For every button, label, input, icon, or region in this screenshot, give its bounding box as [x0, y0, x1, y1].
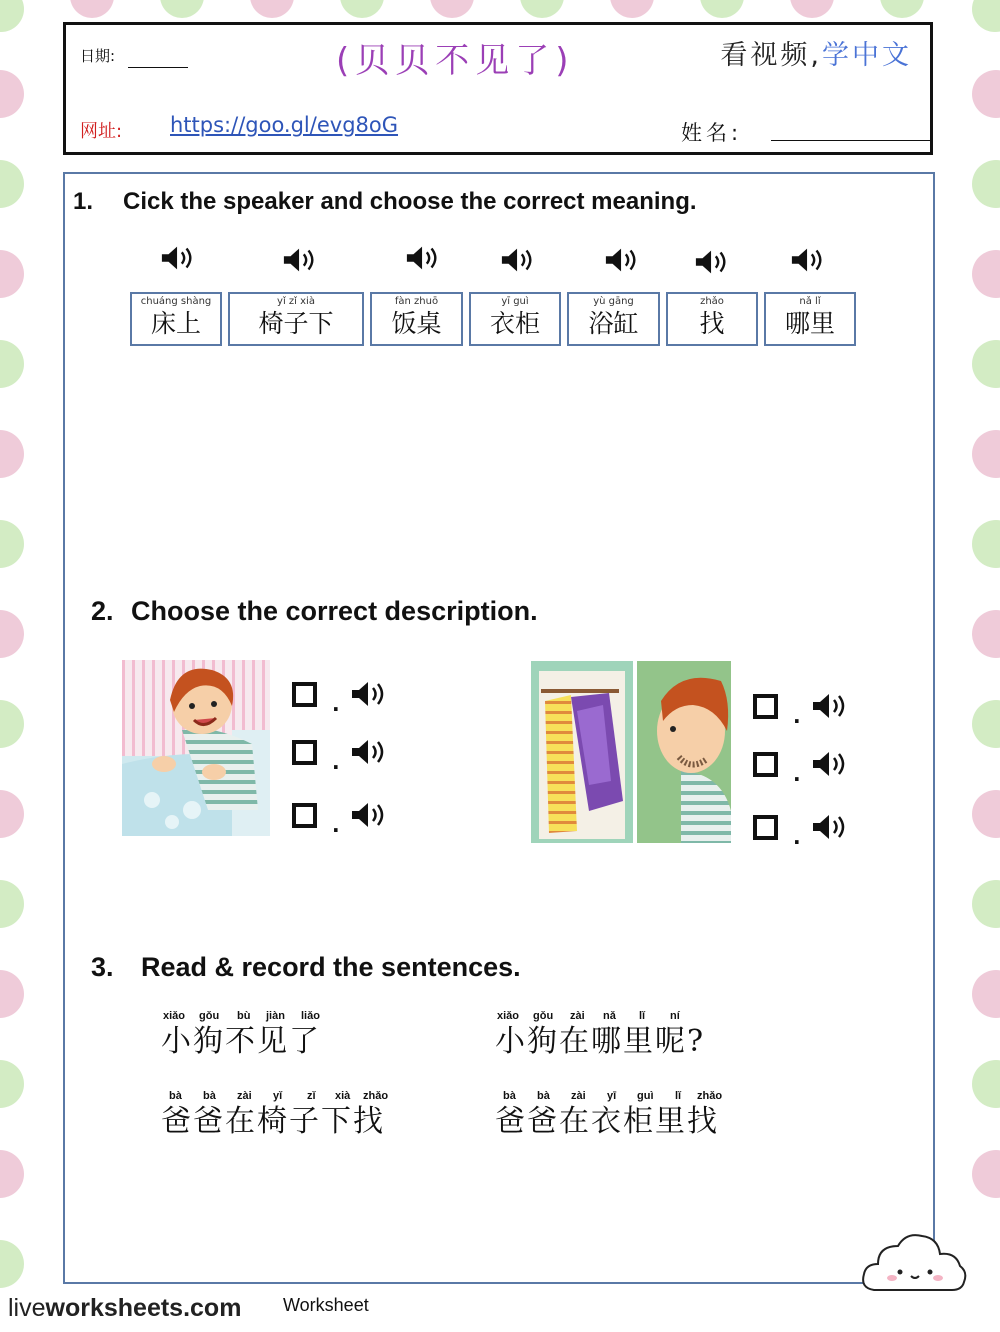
brand-part1: 看视频,	[720, 40, 822, 71]
pinyin-syllable: zhǎo	[363, 1090, 389, 1102]
word-box-3[interactable]	[370, 292, 463, 346]
option-dot: .	[793, 704, 801, 728]
word-hanzi: 椅子下	[258, 309, 334, 338]
logo-part-worksheets: worksheets	[45, 1294, 184, 1322]
worksheet-title: (贝贝不见了)	[336, 41, 575, 81]
pinyin-syllable: guì	[637, 1090, 654, 1102]
speaker-icon[interactable]	[350, 738, 388, 766]
liveworksheets-logo[interactable]	[8, 1294, 241, 1323]
logo-part-com: .com	[183, 1294, 242, 1322]
pinyin-syllable: bà	[169, 1090, 182, 1102]
sentence-1	[161, 1010, 321, 1058]
pinyin-syllable: xià	[335, 1090, 351, 1102]
sentence-pinyin	[495, 1090, 723, 1106]
pinyin-syllable: zài	[571, 1090, 586, 1102]
word-hanzi: 哪里	[784, 309, 835, 338]
option-dot: .	[332, 750, 340, 774]
name-label: 姓名:	[681, 121, 743, 145]
pinyin-syllable: jiàn	[266, 1010, 285, 1022]
option-dot: .	[332, 813, 340, 837]
pinyin-syllable: zhǎo	[697, 1090, 723, 1102]
word-pinyin: chuáng shàng	[140, 296, 212, 307]
pinyin-syllable: zài	[237, 1090, 252, 1102]
word-box-4[interactable]	[469, 292, 561, 346]
speaker-icon-7[interactable]	[790, 246, 826, 274]
worksheet-header	[63, 22, 933, 155]
pinyin-syllable: liǎo	[301, 1010, 320, 1022]
checkbox[interactable]	[753, 752, 778, 777]
pinyin-syllable: zài	[570, 1010, 585, 1022]
footer-type-label: Worksheet	[283, 1295, 369, 1315]
question-2-text: Choose the correct description.	[131, 596, 538, 626]
sentence-hanzi: 爸爸在椅子下找	[161, 1104, 385, 1139]
word-box-7[interactable]	[764, 292, 856, 346]
pinyin-syllable: nǎ	[603, 1010, 616, 1022]
question-1-heading	[73, 188, 697, 216]
word-box-5[interactable]	[567, 292, 660, 346]
question-3-number: 3.	[91, 952, 114, 982]
brand-part2: 学中文	[822, 40, 912, 71]
pinyin-syllable: lǐ	[675, 1090, 682, 1102]
word-pinyin: zhǎo	[700, 296, 724, 307]
word-hanzi: 找	[699, 309, 725, 338]
checkbox[interactable]	[292, 682, 317, 707]
question-1-text: Cick the speaker and choose the correct meaning.	[123, 188, 697, 215]
speaker-icon-2[interactable]	[282, 246, 318, 274]
speaker-icon-3[interactable]	[405, 244, 441, 272]
pinyin-syllable: bà	[203, 1090, 216, 1102]
speaker-icon-1[interactable]	[160, 244, 196, 272]
word-pinyin: nǎ lǐ	[799, 296, 821, 307]
boy-bed-illustration	[122, 660, 270, 836]
checkbox[interactable]	[292, 803, 317, 828]
sentence-pinyin	[495, 1010, 705, 1026]
word-box-1[interactable]	[130, 292, 222, 346]
pinyin-syllable: bà	[537, 1090, 550, 1102]
word-box-6[interactable]	[666, 292, 758, 346]
sentence-hanzi: 小狗在哪里呢?	[495, 1024, 706, 1059]
pinyin-syllable: yǐ	[273, 1090, 283, 1102]
name-blank	[771, 140, 931, 141]
date-label: 日期:	[80, 47, 116, 65]
pinyin-syllable: yī	[607, 1090, 617, 1102]
worksheet-panel	[63, 172, 935, 1284]
sentence-hanzi: 爸爸在衣柜里找	[495, 1104, 719, 1139]
question-2-heading	[91, 596, 538, 627]
speaker-icon[interactable]	[811, 813, 849, 841]
speaker-icon[interactable]	[350, 680, 388, 708]
word-hanzi: 衣柜	[489, 309, 540, 338]
checkbox[interactable]	[292, 740, 317, 765]
date-blank	[128, 67, 188, 68]
logo-part-live: live	[8, 1294, 46, 1322]
sentence-pinyin	[161, 1010, 321, 1026]
sentence-pinyin	[161, 1090, 389, 1106]
speaker-icon-6[interactable]	[694, 248, 730, 276]
speaker-icon[interactable]	[811, 750, 849, 778]
brand-slogan	[720, 33, 912, 72]
question-2-number: 2.	[91, 596, 114, 626]
video-link[interactable]: https://goo.gl/evg8oG	[170, 113, 399, 137]
option-dot: .	[332, 692, 340, 716]
url-label: 网址:	[80, 121, 123, 142]
sentence-hanzi: 小狗不见了	[161, 1024, 321, 1059]
pinyin-syllable: zǐ	[307, 1090, 316, 1102]
pinyin-syllable: lǐ	[639, 1010, 646, 1022]
sentence-3	[161, 1090, 389, 1139]
pinyin-syllable: xiǎo	[497, 1010, 520, 1022]
speaker-icon-5[interactable]	[604, 246, 640, 274]
word-hanzi: 饭桌	[391, 309, 442, 338]
question-3-heading	[91, 952, 521, 983]
word-pinyin: fàn zhuō	[394, 296, 439, 307]
pinyin-syllable: ní	[670, 1010, 680, 1022]
sentence-4	[495, 1090, 723, 1139]
option-dot: .	[793, 762, 801, 786]
pinyin-syllable: xiǎo	[163, 1010, 186, 1022]
pinyin-syllable: bù	[237, 1010, 251, 1022]
cloud-mascot-icon	[860, 1228, 970, 1298]
dad-wardrobe-illustration	[531, 661, 731, 843]
option-dot: .	[793, 825, 801, 849]
question-3-text: Read & record the sentences.	[141, 952, 521, 982]
speaker-icon[interactable]	[811, 692, 849, 720]
pinyin-syllable: bà	[503, 1090, 516, 1102]
pinyin-syllable: gǒu	[199, 1010, 220, 1022]
checkbox[interactable]	[753, 815, 778, 840]
word-box-2[interactable]	[228, 292, 364, 346]
speaker-icon[interactable]	[350, 801, 388, 829]
question-1-number: 1.	[73, 188, 94, 215]
word-pinyin: yù gāng	[593, 296, 634, 307]
sentence-2	[495, 1010, 705, 1058]
word-hanzi: 床上	[150, 309, 201, 338]
word-pinyin: yǐ zǐ xià	[277, 296, 315, 307]
speaker-icon-4[interactable]	[500, 246, 536, 274]
word-pinyin: yī guì	[501, 296, 529, 307]
pinyin-syllable: gǒu	[533, 1010, 554, 1022]
word-hanzi: 浴缸	[588, 309, 639, 338]
checkbox[interactable]	[753, 694, 778, 719]
